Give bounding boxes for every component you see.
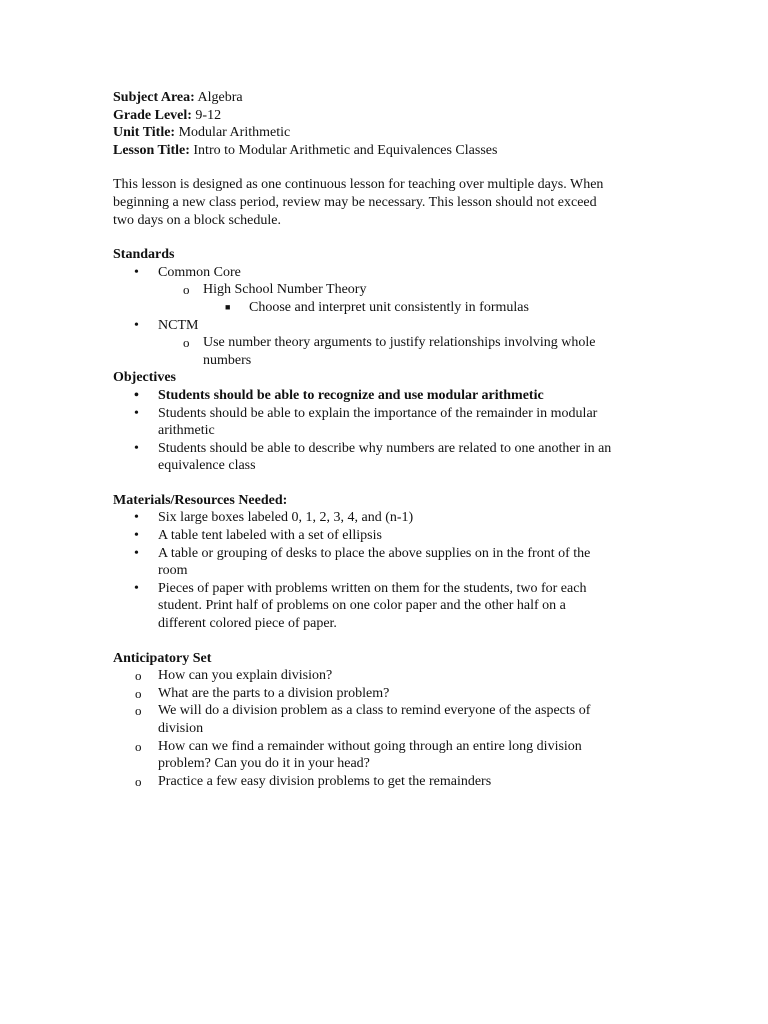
- subject-area-value: Algebra: [197, 90, 243, 105]
- list-item-text: High School Number Theory: [203, 282, 367, 298]
- subject-area-label: Subject Area:: [113, 90, 195, 105]
- lesson-title-value: Intro to Modular Arithmetic and Equivalences Classes: [193, 142, 498, 158]
- grade-level-value: 9-12: [195, 107, 222, 123]
- list-item-text: Pieces of paper with problems written on them for the students, two for each: [158, 580, 587, 596]
- bullet-icon: •: [134, 317, 139, 333]
- list-item: [113, 702, 653, 737]
- bullet-icon: •: [134, 387, 139, 403]
- list-item: [113, 405, 653, 440]
- objectives-heading: Objectives: [113, 370, 176, 386]
- list-item-text: NCTM: [158, 317, 199, 333]
- materials-list: [113, 509, 653, 632]
- list-item-text: Students should be able to explain the importance of the remainder in modular: [158, 405, 598, 421]
- list-item-text: student. Print half of problems on one color paper and the other half on a: [158, 598, 566, 614]
- list-item-text: Common Core: [158, 264, 241, 280]
- materials-heading: Materials/Resources Needed:: [113, 492, 288, 508]
- bullet-icon: •: [134, 580, 139, 596]
- list-item-text: How can we find a remainder without going through an entire long division: [158, 738, 582, 754]
- list-item: [113, 527, 653, 545]
- circle-bullet-icon: o: [135, 773, 142, 789]
- unit-title-value: Modular Arithmetic: [178, 125, 291, 141]
- bullet-icon: •: [134, 545, 139, 561]
- lesson-title-line: [113, 142, 653, 160]
- list-item: [113, 317, 653, 335]
- list-item-text: A table or grouping of desks to place the above supplies on in the front of the: [158, 545, 591, 561]
- list-item: [113, 281, 653, 299]
- list-item-text: different colored piece of paper.: [158, 616, 337, 632]
- bullet-icon: •: [134, 405, 139, 421]
- intro-line: beginning a new class period, review may be necessary. This lesson should not exceed: [113, 194, 597, 210]
- list-item-text: What are the parts to a division problem?: [158, 685, 390, 701]
- list-item-text: division: [158, 721, 204, 736]
- circle-bullet-icon: o: [183, 335, 190, 351]
- circle-bullet-icon: o: [135, 668, 142, 684]
- circle-bullet-icon: o: [135, 738, 142, 754]
- list-item: [113, 299, 653, 317]
- bullet-icon: •: [134, 440, 139, 456]
- unit-title-line: [113, 124, 653, 142]
- list-item-text: arithmetic: [158, 423, 215, 439]
- standards-list: [113, 264, 653, 370]
- list-item-text: room: [158, 563, 188, 579]
- bullet-icon: •: [134, 528, 139, 544]
- list-item: [113, 685, 653, 703]
- list-item: [113, 334, 653, 369]
- circle-bullet-icon: o: [183, 282, 190, 298]
- subject-area-line: [113, 89, 653, 107]
- objectives-list: [113, 387, 653, 475]
- list-item-text: Students should be able to describe why numbers are related to one another in an: [158, 440, 612, 456]
- standards-heading: Standards: [113, 247, 175, 263]
- list-item: [113, 545, 653, 580]
- bullet-icon: •: [134, 264, 139, 280]
- list-item-text: Use number theory arguments to justify relationships involving whole: [203, 335, 596, 351]
- list-item-text: numbers: [203, 352, 252, 368]
- grade-level-label: Grade Level:: [113, 107, 192, 123]
- unit-title-label: Unit Title:: [113, 125, 176, 141]
- lesson-plan-content: [113, 89, 653, 790]
- list-item-text: equivalence class: [158, 458, 256, 474]
- list-item: [113, 773, 653, 791]
- list-item-text: How can you explain division?: [158, 668, 333, 684]
- lesson-title-label: Lesson Title:: [113, 142, 190, 158]
- list-item-text: problem? Can you do it in your head?: [158, 756, 370, 772]
- circle-bullet-icon: o: [135, 685, 142, 701]
- square-bullet-icon: ■: [225, 301, 231, 312]
- intro-paragraph: [113, 176, 653, 229]
- list-item: [113, 509, 653, 527]
- list-item: [113, 440, 653, 475]
- list-item-text: A table tent labeled with a set of ellipsis: [158, 528, 382, 544]
- list-item-text: We will do a division problem as a class to remind everyone of the aspects of: [158, 703, 591, 719]
- intro-line: This lesson is designed as one continuous lesson for teaching over multiple days. When: [113, 177, 604, 193]
- list-item-text: Students should be able to recognize and use modular arithmetic: [158, 387, 544, 403]
- list-item: [113, 387, 653, 405]
- circle-bullet-icon: o: [135, 703, 142, 719]
- grade-level-line: [113, 107, 653, 125]
- bullet-icon: •: [134, 510, 139, 526]
- list-item: [113, 738, 653, 773]
- anticipatory-set-heading: Anticipatory Set: [113, 650, 212, 666]
- list-item: [113, 667, 653, 685]
- list-item: [113, 264, 653, 282]
- list-item-text: Six large boxes labeled 0, 1, 2, 3, 4, and (n-1): [158, 510, 414, 526]
- list-item: [113, 580, 653, 633]
- intro-line: two days on a block schedule.: [113, 212, 281, 228]
- list-item-text: Practice a few easy division problems to get the remainders: [158, 773, 492, 789]
- anticipatory-set-list: [113, 667, 653, 790]
- list-item-text: Choose and interpret unit consistently in formulas: [249, 299, 529, 315]
